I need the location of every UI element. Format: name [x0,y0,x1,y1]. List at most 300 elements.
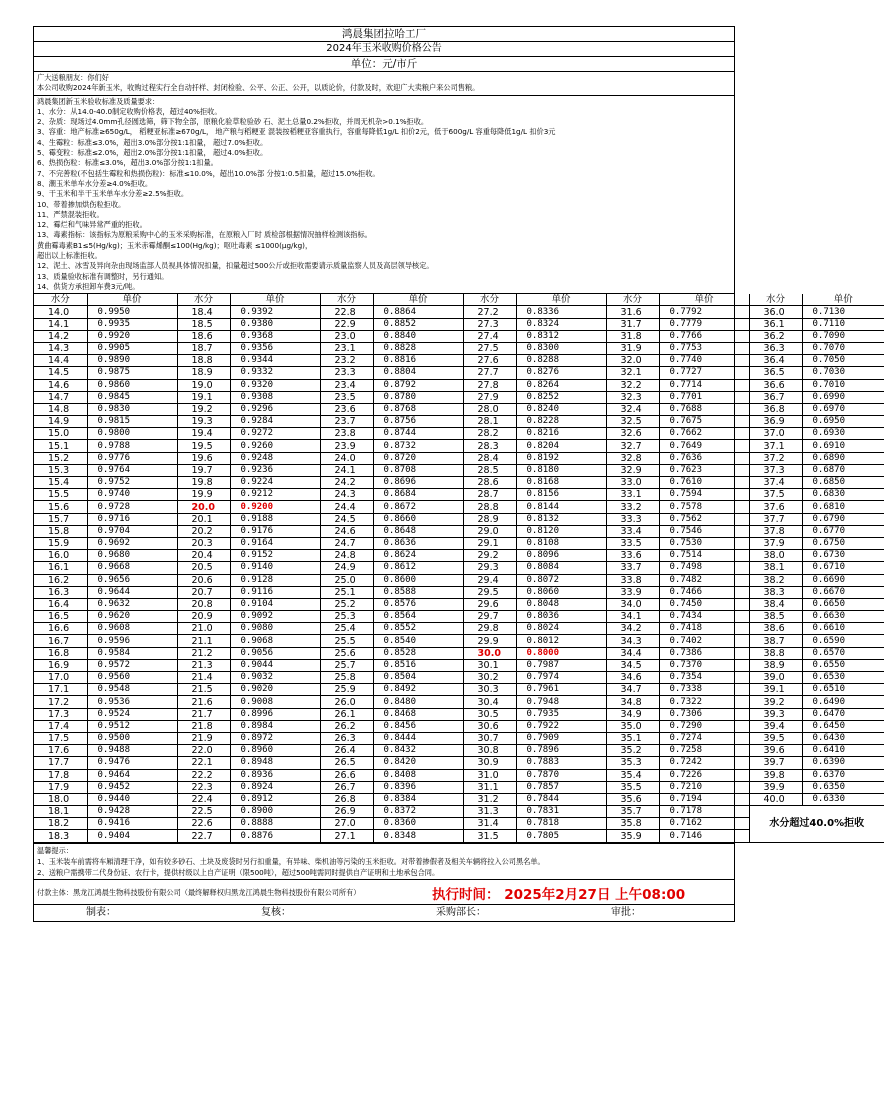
moisture-cell: 29.2 [463,550,516,562]
price-cell: 0.6430 [802,732,884,744]
price-cell: 0.8156 [516,489,606,501]
moisture-cell: 18.7 [177,342,230,354]
moisture-cell: 24.3 [320,489,373,501]
price-cell: 0.8696 [373,477,463,489]
price-cell: 0.9380 [230,318,320,330]
moisture-cell: 38.4 [749,598,802,610]
moisture-cell: 19.0 [177,379,230,391]
moisture-cell: 19.1 [177,391,230,403]
moisture-cell: 30.0 [463,647,516,659]
price-cell: 0.8168 [516,477,606,489]
moisture-cell: 29.6 [463,598,516,610]
moisture-cell: 21.5 [177,684,230,696]
moisture-cell: 33.5 [606,537,659,549]
payer-statement: 付款主体：黑龙江鸿晨生物科技股份有限公司（最终解释权归黑龙江鸿晨生物科技股份有限公司所有） [37,887,361,897]
table-row [34,708,884,720]
price-cell: 0.7649 [659,440,749,452]
moisture-cell: 25.8 [320,672,373,684]
moisture-cell: 22.3 [177,781,230,793]
price-cell: 0.7935 [516,708,606,720]
moisture-cell: 22.7 [177,830,230,842]
moisture-cell: 37.0 [749,428,802,440]
table-row [34,781,884,793]
moisture-cell: 14.9 [34,416,87,428]
table-row [34,647,884,659]
price-cell: 0.6610 [802,623,884,635]
price-cell: 0.8840 [373,330,463,342]
table-row [34,477,884,489]
moisture-cell: 28.8 [463,501,516,513]
moisture-cell: 38.9 [749,659,802,671]
moisture-cell: 18.5 [177,318,230,330]
moisture-cell: 36.6 [749,379,802,391]
price-cell: 0.8576 [373,598,463,610]
intro-line: 广大送粮朋友：你们好 [37,73,109,82]
price-cell: 0.8012 [516,635,606,647]
price-cell: 0.9248 [230,452,320,464]
moisture-cell: 32.3 [606,391,659,403]
moisture-cell: 27.9 [463,391,516,403]
moisture-cell: 33.4 [606,525,659,537]
table-row [34,696,884,708]
moisture-cell: 38.8 [749,647,802,659]
price-cell: 0.7740 [659,355,749,367]
moisture-cell: 35.0 [606,720,659,732]
price-cell: 0.7306 [659,708,749,720]
moisture-cell: 23.1 [320,342,373,354]
moisture-cell: 28.6 [463,477,516,489]
price-table [34,294,884,842]
price-cell: 0.9428 [87,806,177,818]
price-cell: 0.8612 [373,562,463,574]
price-cell: 0.7354 [659,672,749,684]
moisture-cell: 20.9 [177,611,230,623]
moisture-cell: 36.1 [749,318,802,330]
moisture-cell: 23.9 [320,440,373,452]
price-cell: 0.9356 [230,342,320,354]
table-row [34,659,884,671]
moisture-cell: 20.4 [177,550,230,562]
moisture-header: 水分 [177,294,230,306]
price-cell: 0.8252 [516,391,606,403]
price-cell: 0.9464 [87,769,177,781]
price-cell: 0.6850 [802,477,884,489]
moisture-cell: 35.3 [606,757,659,769]
moisture-cell: 34.6 [606,672,659,684]
price-cell: 0.7883 [516,757,606,769]
price-cell: 0.9092 [230,611,320,623]
moisture-cell: 31.5 [463,830,516,842]
moisture-cell: 18.8 [177,355,230,367]
price-cell: 0.8384 [373,793,463,805]
price-cell: 0.9164 [230,537,320,549]
moisture-cell: 17.5 [34,732,87,744]
moisture-cell: 25.5 [320,635,373,647]
price-cell: 0.9860 [87,379,177,391]
moisture-cell: 35.8 [606,818,659,830]
moisture-cell: 33.9 [606,586,659,598]
price-cell: 0.7466 [659,586,749,598]
price-cell: 0.8708 [373,464,463,476]
standard-line: 9、干玉米和半干玉米单车水分差≥2.5%拒收。 [37,189,189,199]
moisture-cell: 37.7 [749,513,802,525]
moisture-cell: 24.0 [320,452,373,464]
sign-reviewer: 复核： [261,906,291,918]
unit-label: 单位：元/市斤 [34,57,734,72]
moisture-cell: 37.3 [749,464,802,476]
moisture-cell: 17.1 [34,684,87,696]
moisture-cell: 23.3 [320,367,373,379]
price-cell: 0.8372 [373,806,463,818]
standard-line: 6、热损伤粒：标准≤3.0%，超出3.0%部分按1:1扣量。 [37,158,218,168]
moisture-cell: 15.2 [34,452,87,464]
price-cell: 0.8660 [373,513,463,525]
moisture-cell: 37.2 [749,452,802,464]
moisture-cell: 24.7 [320,537,373,549]
price-cell: 0.7578 [659,501,749,513]
price-cell: 0.6670 [802,586,884,598]
moisture-cell: 30.6 [463,720,516,732]
moisture-cell: 14.0 [34,306,87,318]
moisture-cell: 29.9 [463,635,516,647]
moisture-cell: 23.4 [320,379,373,391]
price-cell: 0.6790 [802,513,884,525]
tip-line: 2、送粮户需携带二代身份证、农行卡，提供村级以上自产证明（限500吨），超过500吨需同时提供自产证明和土地承包合同。 [37,867,440,877]
table-row [34,416,884,428]
standard-line: 13、质量验收标准有调整时，另行通知。 [37,271,169,281]
moisture-cell: 32.8 [606,452,659,464]
price-cell: 0.8120 [516,525,606,537]
price-cell: 0.8804 [373,367,463,379]
price-cell: 0.9890 [87,355,177,367]
moisture-cell: 37.5 [749,489,802,501]
price-cell: 0.7610 [659,477,749,489]
price-cell: 0.7402 [659,635,749,647]
moisture-cell: 31.3 [463,806,516,818]
price-header: 单价 [87,294,177,306]
price-cell: 0.8960 [230,745,320,757]
moisture-cell: 20.7 [177,586,230,598]
price-cell: 0.9008 [230,696,320,708]
moisture-cell: 35.4 [606,769,659,781]
moisture-cell: 16.8 [34,647,87,659]
moisture-cell: 21.3 [177,659,230,671]
moisture-cell: 36.5 [749,367,802,379]
price-cell: 0.6950 [802,416,884,428]
moisture-cell: 34.0 [606,598,659,610]
price-cell: 0.8720 [373,452,463,464]
moisture-cell: 39.9 [749,781,802,793]
moisture-cell: 23.6 [320,403,373,415]
moisture-cell: 23.7 [320,416,373,428]
moisture-cell: 19.5 [177,440,230,452]
price-cell: 0.9608 [87,623,177,635]
standard-line: 黄曲霉毒素B1≤5(Hg/kg)；玉米赤霉烯酮≤100(Hg/kg)；呕吐毒素 ≤1000(μg/kg)， [37,240,313,250]
moisture-cell: 15.8 [34,525,87,537]
moisture-cell: 35.9 [606,830,659,842]
tip-line: 温馨提示： [37,845,73,855]
price-cell: 0.7130 [802,306,884,318]
moisture-cell: 20.5 [177,562,230,574]
price-cell: 0.7662 [659,428,749,440]
price-cell: 0.7482 [659,574,749,586]
moisture-cell: 15.1 [34,440,87,452]
price-cell: 0.7162 [659,818,749,830]
moisture-cell: 33.8 [606,574,659,586]
price-cell: 0.7688 [659,403,749,415]
moisture-cell: 19.6 [177,452,230,464]
price-cell: 0.8300 [516,342,606,354]
price-cell: 0.8420 [373,757,463,769]
price-cell: 0.7753 [659,342,749,354]
price-cell: 0.8444 [373,732,463,744]
price-cell: 0.8780 [373,391,463,403]
price-cell: 0.7623 [659,464,749,476]
price-cell: 0.7110 [802,318,884,330]
price-cell: 0.6550 [802,659,884,671]
price-cell: 0.7498 [659,562,749,574]
price-cell: 0.8972 [230,732,320,744]
price-cell: 0.8480 [373,696,463,708]
table-row [34,720,884,732]
moisture-header: 水分 [463,294,516,306]
moisture-cell: 17.7 [34,757,87,769]
price-cell: 0.9572 [87,659,177,671]
moisture-cell: 15.5 [34,489,87,501]
price-cell: 0.6490 [802,696,884,708]
price-cell: 0.7701 [659,391,749,403]
price-cell: 0.8132 [516,513,606,525]
moisture-cell: 24.6 [320,525,373,537]
moisture-cell: 16.7 [34,635,87,647]
price-cell: 0.9020 [230,684,320,696]
moisture-cell: 21.1 [177,635,230,647]
price-cell: 0.9116 [230,586,320,598]
price-cell: 0.9644 [87,586,177,598]
price-cell: 0.8468 [373,708,463,720]
factory-title: 鸿晨集团拉哈工厂 [34,27,734,42]
signature-row [34,904,734,921]
price-cell: 0.9512 [87,720,177,732]
price-cell: 0.8564 [373,611,463,623]
moisture-cell: 21.6 [177,696,230,708]
moisture-cell: 34.3 [606,635,659,647]
standard-line: 7、不完善粒(不包括生霉粒和热损伤粒)：标准≤10.0%，超出10.0%部 分按1:0.5扣量，超过15.0%拒收。 [37,168,380,178]
price-cell: 0.7714 [659,379,749,391]
moisture-cell: 16.5 [34,611,87,623]
table-row [34,318,884,330]
price-cell: 0.7338 [659,684,749,696]
table-row [34,635,884,647]
moisture-cell: 27.3 [463,318,516,330]
price-cell: 0.8324 [516,318,606,330]
moisture-cell: 17.2 [34,696,87,708]
moisture-cell: 22.4 [177,793,230,805]
moisture-cell: 38.3 [749,586,802,598]
moisture-cell: 39.3 [749,708,802,720]
price-cell: 0.9668 [87,562,177,574]
sign-purchase-manager: 采购部长： [436,906,486,918]
price-cell: 0.8456 [373,720,463,732]
moisture-cell: 21.2 [177,647,230,659]
moisture-cell: 15.4 [34,477,87,489]
moisture-cell: 22.1 [177,757,230,769]
price-cell: 0.8240 [516,403,606,415]
table-row [34,501,884,513]
moisture-cell: 36.4 [749,355,802,367]
price-cell: 0.8144 [516,501,606,513]
price-cell: 0.9308 [230,391,320,403]
moisture-cell: 39.2 [749,696,802,708]
moisture-cell: 31.1 [463,781,516,793]
table-row [34,355,884,367]
moisture-cell: 17.0 [34,672,87,684]
moisture-cell: 33.6 [606,550,659,562]
moisture-cell: 32.4 [606,403,659,415]
price-cell: 0.8900 [230,806,320,818]
moisture-cell: 29.8 [463,623,516,635]
price-cell: 0.9488 [87,745,177,757]
moisture-cell: 21.0 [177,623,230,635]
moisture-cell: 39.6 [749,745,802,757]
moisture-cell: 22.6 [177,818,230,830]
price-cell: 0.7146 [659,830,749,842]
table-row [34,440,884,452]
tip-line: 1、玉米装车前需将车厢清理干净，如有较多砂石、土块及废袋时另行扣重量，有异味、柴机油等污染的玉米拒收。对带着掺假者及相关车辆将拉入公司黑名单。 [37,856,545,866]
moisture-cell: 39.8 [749,769,802,781]
price-cell: 0.6630 [802,611,884,623]
price-cell: 0.9680 [87,550,177,562]
price-cell: 0.7675 [659,416,749,428]
moisture-cell: 29.7 [463,611,516,623]
price-cell: 0.7450 [659,598,749,610]
standard-line: 2、杂质：现场过4.0mm孔径圆选筛，筛下物全部，原粮化验草粒验砂 石、泥土总量0.2%拒收，并周无机杂>0.1%拒收。 [37,117,429,127]
price-cell: 0.8816 [373,355,463,367]
price-cell: 0.9536 [87,696,177,708]
price-cell: 0.9845 [87,391,177,403]
price-cell: 0.9476 [87,757,177,769]
price-cell: 0.9272 [230,428,320,440]
price-cell: 0.7594 [659,489,749,501]
price-cell: 0.7636 [659,452,749,464]
moisture-cell: 34.7 [606,684,659,696]
price-cell: 0.8504 [373,672,463,684]
moisture-cell: 27.8 [463,379,516,391]
standard-line: 14、供货方承担卸车费3元/吨。 [37,281,140,291]
price-cell: 0.8108 [516,537,606,549]
moisture-cell: 20.1 [177,513,230,525]
moisture-cell: 28.5 [463,464,516,476]
moisture-cell: 16.3 [34,586,87,598]
price-cell: 0.8600 [373,574,463,586]
price-cell: 0.6690 [802,574,884,586]
price-cell: 0.7194 [659,793,749,805]
moisture-cell: 27.0 [320,818,373,830]
price-cell: 0.8624 [373,550,463,562]
standard-line: 13、毒素指标：该指标为原粮采购中心的玉米采购标准，在原粮入厂时 质检部根据情况抽样检测该指标。 [37,230,372,240]
price-cell: 0.6510 [802,684,884,696]
moisture-cell: 27.4 [463,330,516,342]
price-cell: 0.7090 [802,330,884,342]
moisture-cell: 15.7 [34,513,87,525]
moisture-header: 水分 [749,294,802,306]
moisture-cell: 39.4 [749,720,802,732]
price-cell: 0.9875 [87,367,177,379]
moisture-cell: 28.2 [463,428,516,440]
price-cell: 0.9440 [87,793,177,805]
price-cell: 0.9200 [230,501,320,513]
moisture-cell: 34.4 [606,647,659,659]
moisture-cell: 28.9 [463,513,516,525]
price-cell: 0.7030 [802,367,884,379]
price-cell: 0.6530 [802,672,884,684]
price-cell: 0.8984 [230,720,320,732]
moisture-cell: 38.1 [749,562,802,574]
price-cell: 0.9692 [87,537,177,549]
price-cell: 0.8216 [516,428,606,440]
price-cell: 0.8636 [373,537,463,549]
price-cell: 0.7514 [659,550,749,562]
price-cell: 0.6390 [802,757,884,769]
price-cell: 0.7010 [802,379,884,391]
execution-time: 执行时间： 2025年2月27日 上午08:00 [432,886,686,903]
moisture-cell: 30.1 [463,659,516,671]
moisture-cell: 38.2 [749,574,802,586]
price-cell: 0.9224 [230,477,320,489]
moisture-cell: 24.5 [320,513,373,525]
moisture-cell: 31.9 [606,342,659,354]
moisture-cell: 25.9 [320,684,373,696]
price-cell: 0.6750 [802,537,884,549]
moisture-cell: 36.8 [749,403,802,415]
moisture-cell: 34.9 [606,708,659,720]
moisture-cell: 14.1 [34,318,87,330]
price-cell: 0.7226 [659,769,749,781]
price-cell: 0.8360 [373,818,463,830]
standard-line: 12、泥土、冰雪及异向杂由现场监部人员视具体情况扣量，扣量超过500公斤或拒收需要请示质量监察人员及高层领导核定。 [37,261,434,271]
price-cell: 0.9344 [230,355,320,367]
price-cell: 0.7818 [516,818,606,830]
moisture-cell: 27.2 [463,306,516,318]
standard-line: 鸿晨集团新玉米验收标准及质量要求： [37,96,160,106]
moisture-cell: 26.4 [320,745,373,757]
table-row [34,403,884,415]
price-cell: 0.9776 [87,452,177,464]
price-cell: 0.8288 [516,355,606,367]
moisture-cell: 24.8 [320,550,373,562]
price-cell: 0.9584 [87,647,177,659]
price-cell: 0.9716 [87,513,177,525]
moisture-cell: 23.0 [320,330,373,342]
moisture-cell: 39.0 [749,672,802,684]
table-row [34,745,884,757]
price-cell: 0.7322 [659,696,749,708]
moisture-cell: 31.7 [606,318,659,330]
price-cell: 0.9140 [230,562,320,574]
price-cell: 0.7258 [659,745,749,757]
price-cell: 0.8072 [516,574,606,586]
price-cell: 0.8732 [373,440,463,452]
moisture-header: 水分 [34,294,87,306]
table-row [34,793,884,805]
standard-line: 5、霉变粒：标准≤2.0%，超出2.0%部分按1:1扣量， 超过4.0%拒收。 [37,148,268,158]
moisture-cell: 25.3 [320,611,373,623]
sign-preparer: 制表： [86,906,116,918]
standard-line: 超出以上标准拒收。 [37,251,102,261]
moisture-cell: 27.1 [320,830,373,842]
price-cell: 0.7779 [659,318,749,330]
price-cell: 0.9056 [230,647,320,659]
